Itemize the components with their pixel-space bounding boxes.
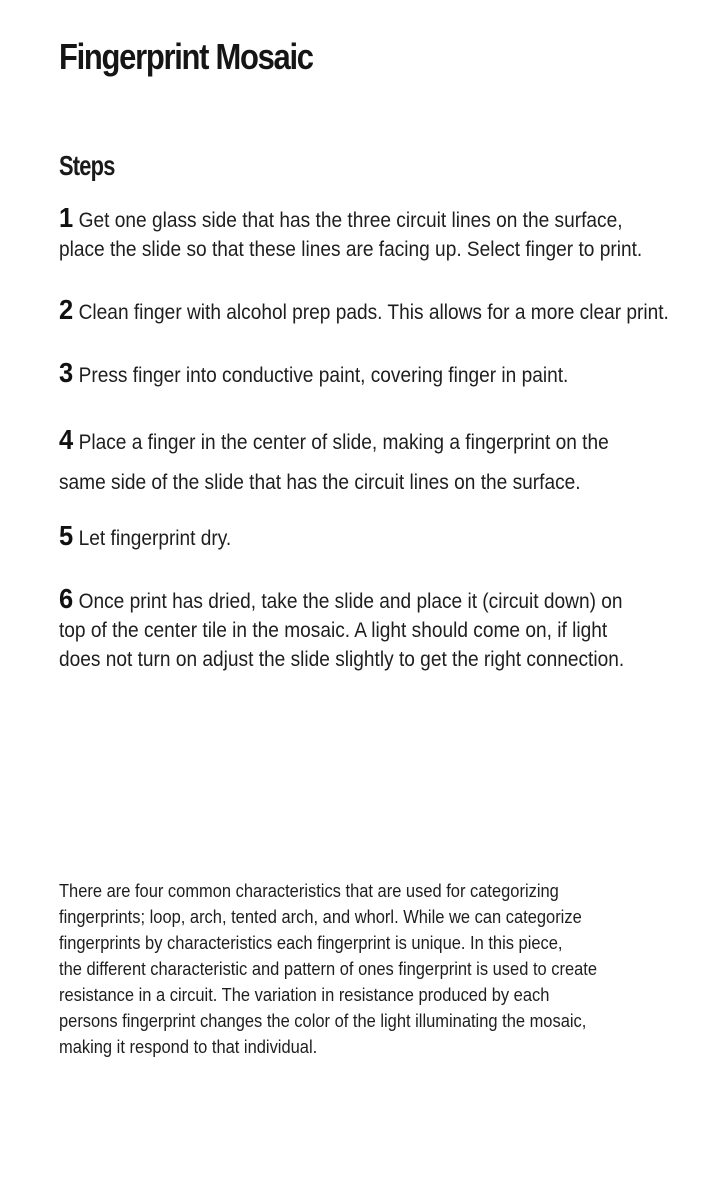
description-line-7: making it respond to that individual.	[59, 1037, 318, 1057]
step-1-text-line-1: Get one glass side that has the three circuit lines on the surface,	[78, 209, 623, 232]
step-4-line-1	[59, 420, 660, 463]
step-6-text-line-3: does not turn on adjust the slide slightly to get the right connection.	[59, 648, 625, 671]
step-5-text-line-1: Let fingerprint dry.	[78, 527, 232, 550]
step-6-number: 6	[59, 583, 74, 614]
step-5	[59, 521, 660, 553]
step-6-text-line-2: top of the center tile in the mosaic. A light should come on, if light	[59, 619, 608, 642]
step-2	[59, 294, 669, 327]
step-5-line-1	[59, 521, 660, 553]
description-line-5: resistance in a circuit. The variation in resistance produced by each	[59, 985, 550, 1005]
step-6-text-line-1: Once print has dried, take the slide and place it (circuit down) on	[78, 590, 623, 613]
description-line-4: the different characteristic and pattern of ones fingerprint is used to create	[59, 959, 598, 979]
step-1-line-1	[59, 203, 660, 235]
step-4	[59, 420, 660, 503]
step-6-line-1	[59, 584, 660, 616]
step-3-line-1	[59, 358, 660, 390]
step-2-line-1	[59, 294, 669, 327]
step-3-number: 3	[59, 357, 74, 388]
step-5-number: 5	[59, 520, 74, 551]
step-6	[59, 584, 660, 674]
steps-heading: Steps	[59, 150, 115, 181]
step-4-text-line-2: same side of the slide that has the circuit lines on the surface.	[59, 471, 581, 494]
description-line-3: fingerprints by characteristics each fingerprint is unique. In this piece,	[59, 933, 563, 953]
step-4-number: 4	[59, 424, 74, 455]
description-paragraph	[59, 878, 645, 1060]
step-1-text-line-2: place the slide so that these lines are facing up. Select finger to print.	[59, 238, 643, 261]
step-4-text-line-1: Place a finger in the center of slide, making a fingerprint on the	[78, 431, 609, 454]
step-3-text-line-1: Press finger into conductive paint, covering finger in paint.	[78, 364, 569, 387]
step-2-number: 2	[59, 294, 74, 325]
description-line-1: There are four common characteristics that are used for categorizing	[59, 881, 559, 901]
description-line-2: fingerprints; loop, arch, tented arch, and whorl. While we can categorize	[59, 907, 582, 927]
document-page	[59, 0, 669, 1201]
description-line-6: persons fingerprint changes the color of the light illuminating the mosaic,	[59, 1011, 587, 1031]
step-1	[59, 203, 660, 264]
step-2-text-line-1: Clean finger with alcohol prep pads. This allows for a more clear print.	[78, 301, 669, 324]
page-title: Fingerprint Mosaic	[59, 36, 313, 77]
step-1-number: 1	[59, 202, 74, 233]
step-3	[59, 358, 660, 390]
